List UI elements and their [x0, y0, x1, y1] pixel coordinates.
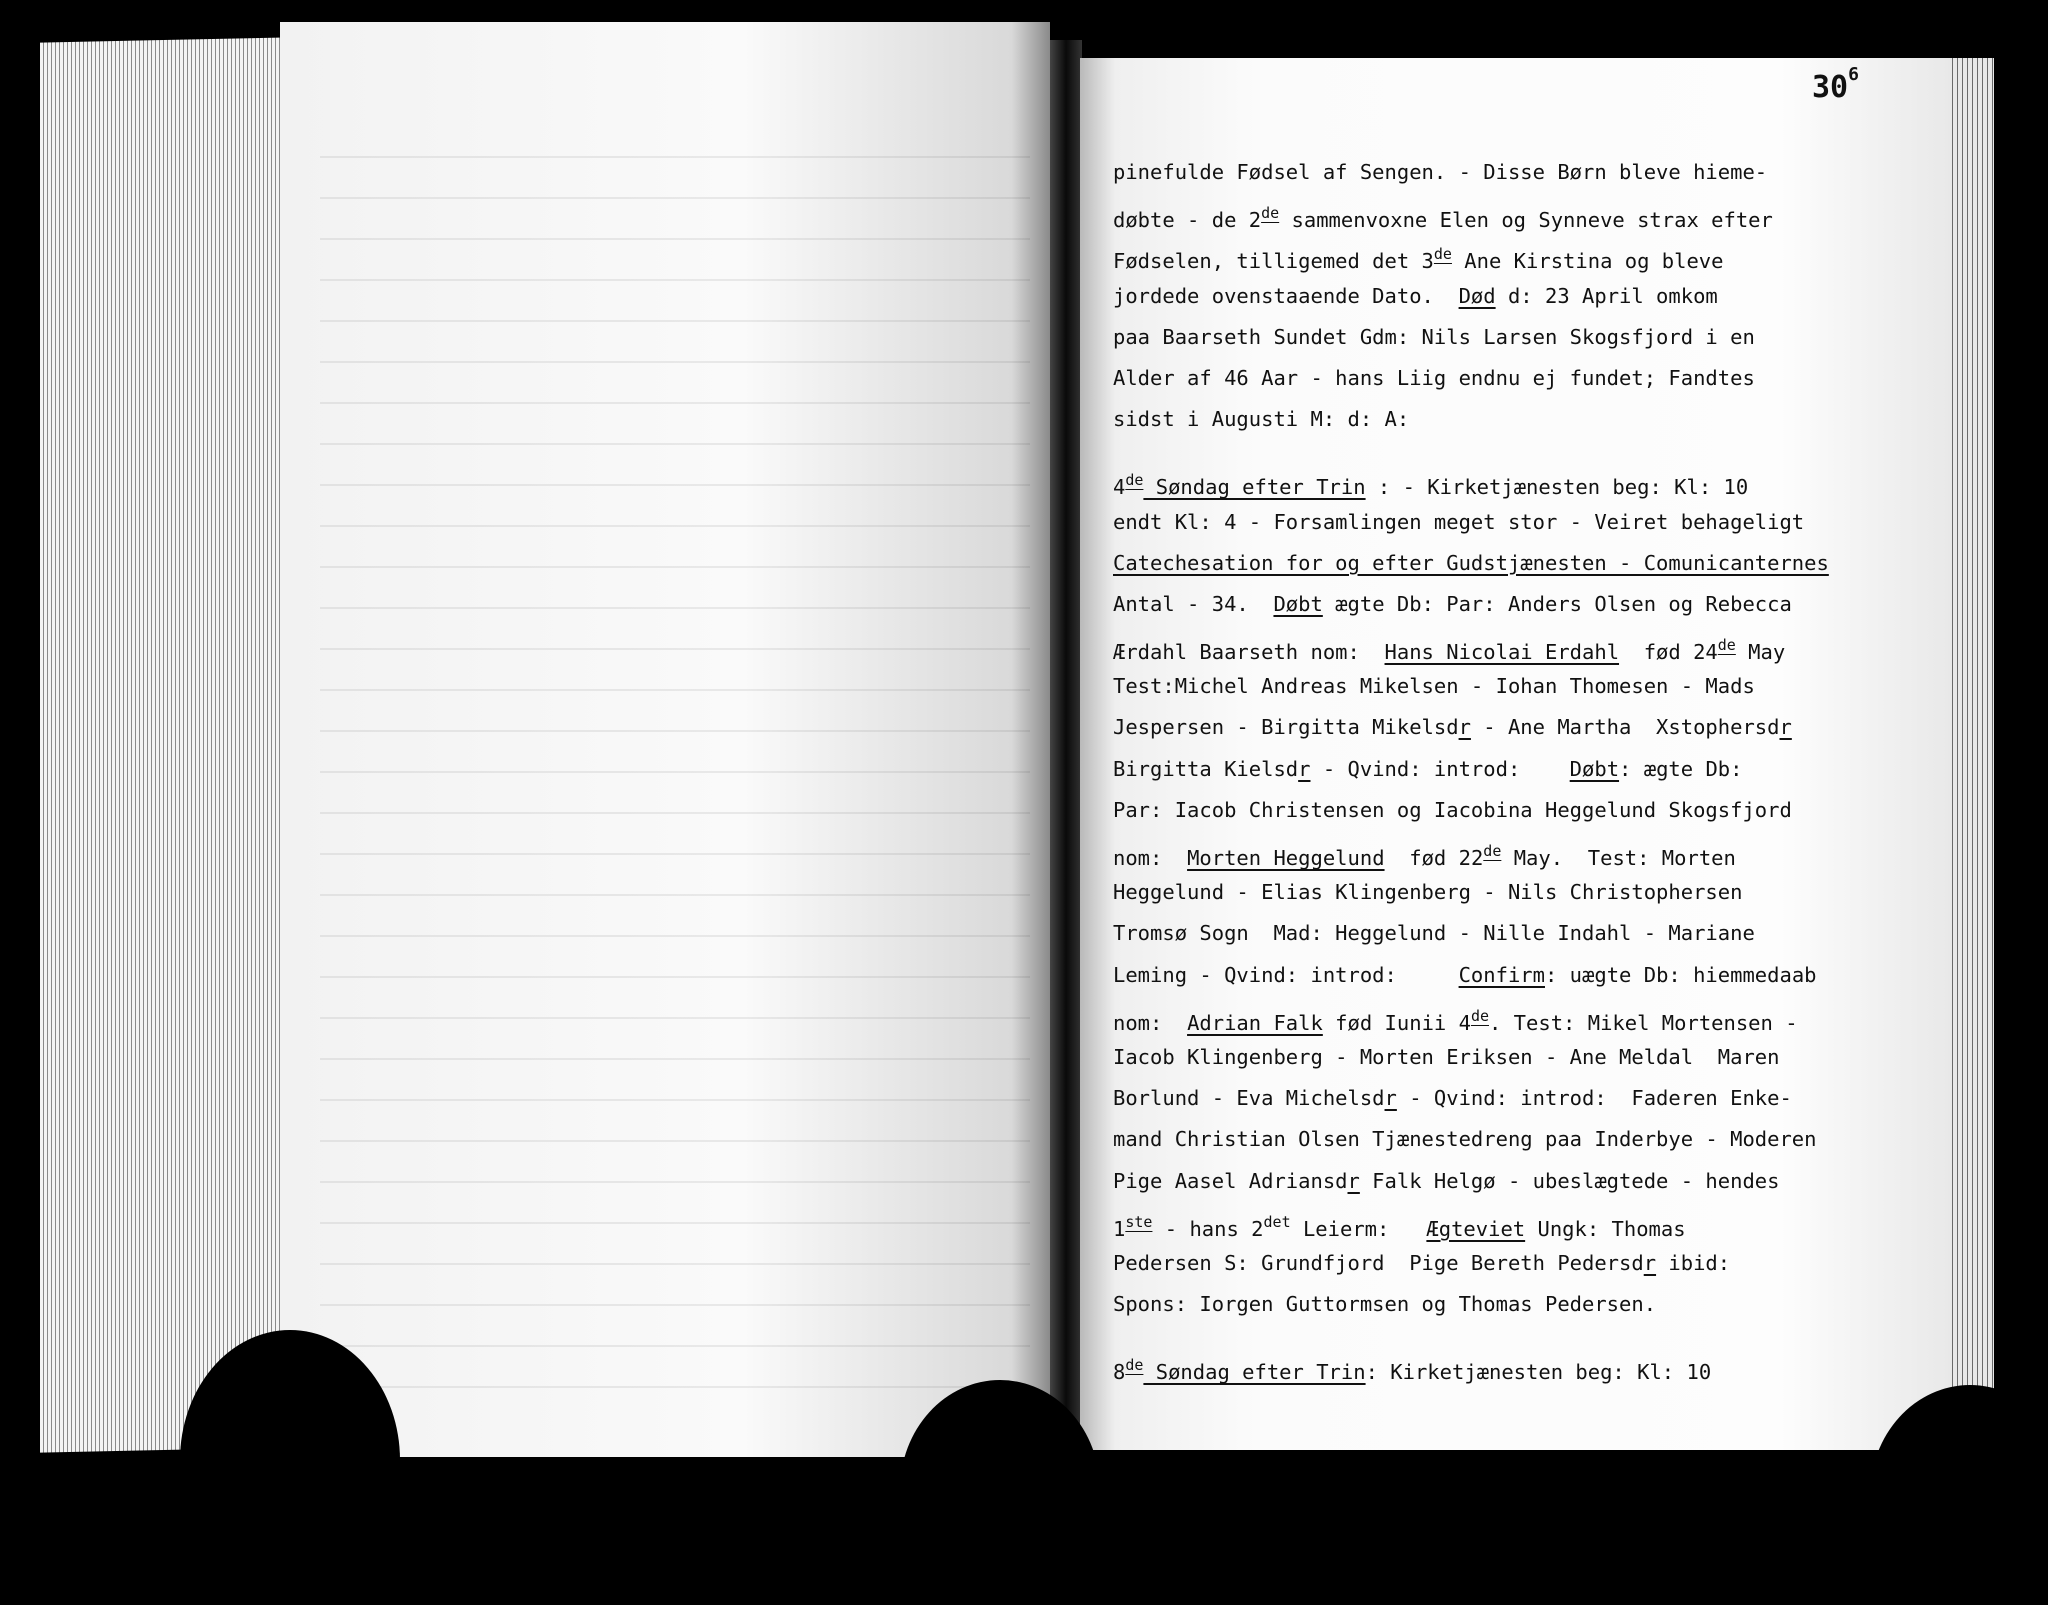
book-gutter — [1050, 40, 1082, 1460]
text-segment: : ægte Db: — [1619, 756, 1743, 781]
text-line — [1113, 831, 1933, 872]
text-line — [1113, 317, 1933, 358]
text-segment: Test:Michel Andreas Mikelsen - Iohan Thomesen - Mads — [1113, 674, 1755, 699]
text-segment: Iacob Klingenberg - Morten Eriksen - Ane Meldal Maren — [1113, 1044, 1780, 1069]
text-segment: Søndag efter Trin — [1143, 475, 1366, 500]
text-line — [1113, 666, 1933, 707]
page-number-superscript: 6 — [1848, 64, 1859, 85]
text-segment: r — [1779, 715, 1792, 740]
text-segment: Confirm — [1458, 962, 1545, 987]
text-segment: jordede ovenstaaende Dato. — [1113, 283, 1459, 308]
text-line — [1113, 502, 1933, 543]
text-segment: : Kirketjænesten beg: Kl: 10 — [1365, 1360, 1712, 1385]
paragraph-gap — [1113, 1325, 1933, 1345]
text-segment: - Ane Martha Xstophersd — [1470, 715, 1780, 740]
text-segment: mand Christian Olsen Tjænestedreng paa Inderbye - Moderen — [1113, 1127, 1817, 1152]
text-line — [1113, 707, 1933, 748]
text-segment: - Qvind: introd: — [1310, 756, 1570, 781]
text-segment: Spons: Iorgen Guttormsen og Thomas Pedersen. — [1113, 1292, 1657, 1317]
text-line — [1113, 1284, 1933, 1325]
text-segment: r — [1347, 1168, 1360, 1193]
text-segment: ægte Db: Par: Anders Olsen og Rebecca — [1322, 591, 1792, 616]
superscript-text: ste — [1125, 1212, 1153, 1231]
text-line — [1113, 1243, 1933, 1284]
text-segment: - hans 2 — [1152, 1216, 1264, 1241]
text-line — [1113, 1345, 1933, 1386]
text-segment: fød 24 — [1619, 640, 1718, 665]
text-segment: nom: — [1113, 1010, 1188, 1035]
text-segment: : - Kirketjænesten beg: Kl: 10 — [1365, 475, 1749, 500]
text-line — [1113, 749, 1933, 790]
page-number-main: 30 — [1812, 70, 1849, 105]
text-segment: Pedersen S: Grundfjord Pige Bereth Pedersd — [1113, 1250, 1644, 1275]
superscript-text: de — [1261, 204, 1280, 223]
text-segment: Fødselen, tilligemed det 3 — [1113, 249, 1434, 274]
text-line — [1113, 584, 1933, 625]
text-segment: Søndag efter Trin — [1143, 1360, 1366, 1385]
text-segment: 8 — [1113, 1360, 1126, 1385]
text-line — [1113, 1161, 1933, 1202]
text-segment: r — [1458, 715, 1471, 740]
document-text — [1113, 152, 1933, 1386]
text-segment: døbte - de 2 — [1113, 208, 1262, 233]
text-line — [1113, 996, 1933, 1037]
superscript-text: de — [1470, 1006, 1489, 1025]
text-segment: Ærdahl Baarseth nom: — [1113, 640, 1385, 665]
text-segment: d: 23 April omkom — [1495, 283, 1718, 308]
text-segment: Hans Nicolai Erdahl — [1384, 640, 1620, 665]
text-line — [1113, 790, 1933, 831]
page-number — [1812, 64, 1859, 105]
thumb-shadow-left — [180, 1330, 400, 1590]
thumb-shadow-center — [900, 1380, 1100, 1600]
text-segment: Heggelund - Elias Klingenberg - Nils Christophersen — [1113, 880, 1743, 905]
text-line — [1113, 358, 1933, 399]
text-segment: Falk Helgø - ubeslægtede - hendes — [1359, 1168, 1780, 1193]
text-segment: nom: — [1113, 846, 1188, 870]
text-line — [1113, 460, 1933, 501]
text-segment: Birgitta Kielsd — [1113, 756, 1299, 781]
text-line — [1113, 1202, 1933, 1243]
text-segment: Døbt — [1569, 756, 1620, 781]
text-segment: r — [1384, 1086, 1397, 1111]
book-page-edges-left — [40, 37, 290, 1452]
text-segment: : uægte Db: hiemmedaab — [1544, 962, 1817, 987]
text-segment: r — [1298, 756, 1311, 781]
text-segment: May. Test: Morten — [1501, 846, 1736, 870]
text-segment: 1 — [1113, 1216, 1126, 1241]
ghost-text-lines — [320, 122, 1030, 1417]
text-segment: fød Iunii 4 — [1322, 1010, 1471, 1035]
text-segment: Ungk: Thomas — [1525, 1216, 1686, 1241]
text-segment: Adrian Falk — [1187, 1010, 1323, 1035]
text-segment: Par: Iacob Christensen og Iacobina Heggelund Skogsfjord — [1113, 797, 1792, 822]
text-segment: Catechesation for og efter Gudstjænesten - Comunicanternes — [1113, 550, 1829, 575]
text-line — [1113, 955, 1933, 996]
left-page-bleedthrough — [280, 22, 1050, 1457]
text-segment: endt Kl: 4 - Forsamlingen meget stor - Veiret behageligt — [1113, 509, 1805, 534]
superscript-text: de — [1125, 1356, 1144, 1375]
superscript-text: de — [1717, 636, 1736, 655]
text-segment: Tromsø Sogn Mad: Heggelund - Nille Indahl - Mariane — [1113, 921, 1755, 946]
paragraph-gap — [1113, 440, 1933, 460]
text-line — [1113, 625, 1933, 666]
superscript-text: de — [1483, 842, 1502, 860]
text-segment: Alder af 46 Aar - hans Liig endnu ej fundet; Fandtes — [1113, 365, 1755, 390]
text-segment: 4 — [1113, 475, 1126, 500]
text-segment: sammenvoxne Elen og Synneve strax efter — [1279, 208, 1773, 233]
text-segment: Morten Heggelund — [1187, 846, 1385, 870]
superscript-text: de — [1433, 245, 1452, 264]
text-line — [1113, 399, 1933, 440]
text-line — [1113, 1078, 1933, 1119]
text-segment: - Qvind: introd: Faderen Enke- — [1396, 1086, 1792, 1111]
superscript-text: det — [1263, 1212, 1291, 1231]
text-line — [1113, 543, 1933, 584]
text-segment: paa Baarseth Sundet Gdm: Nils Larsen Skogsfjord i en — [1113, 324, 1755, 349]
text-line — [1113, 193, 1933, 234]
text-line — [1113, 872, 1933, 913]
text-segment: Pige Aasel Adriansd — [1113, 1168, 1348, 1193]
text-segment: Borlund - Eva Michelsd — [1113, 1086, 1385, 1111]
text-line — [1113, 276, 1933, 317]
text-line — [1113, 913, 1933, 954]
text-segment: pinefulde Fødsel af Sengen. - Disse Børn bleve hieme- — [1113, 160, 1768, 184]
text-line — [1113, 1119, 1933, 1160]
text-segment: r — [1643, 1250, 1657, 1275]
text-segment: Ægteviet — [1426, 1216, 1526, 1241]
text-line — [1113, 1037, 1933, 1078]
text-segment: Jespersen - Birgitta Mikelsd — [1113, 715, 1459, 740]
text-segment: Ane Kirstina og bleve — [1451, 249, 1724, 274]
text-segment: May — [1735, 640, 1786, 665]
text-line — [1113, 234, 1933, 275]
text-segment: fød 22 — [1384, 846, 1484, 870]
text-segment: Død — [1458, 283, 1496, 308]
text-line — [1113, 152, 1933, 193]
text-segment: Døbt — [1273, 591, 1323, 616]
book-page-edges-right — [1948, 58, 1994, 1450]
text-segment: Antal - 34. — [1113, 591, 1274, 616]
text-segment: . Test: Mikel Mortensen - — [1489, 1010, 1798, 1035]
text-segment: Leierm: — [1290, 1216, 1427, 1241]
text-segment: sidst i Augusti M: d: A: — [1113, 407, 1410, 432]
superscript-text: de — [1125, 471, 1144, 490]
text-segment: Leming - Qvind: introd: — [1113, 962, 1459, 987]
text-segment: ibid: — [1656, 1250, 1731, 1275]
